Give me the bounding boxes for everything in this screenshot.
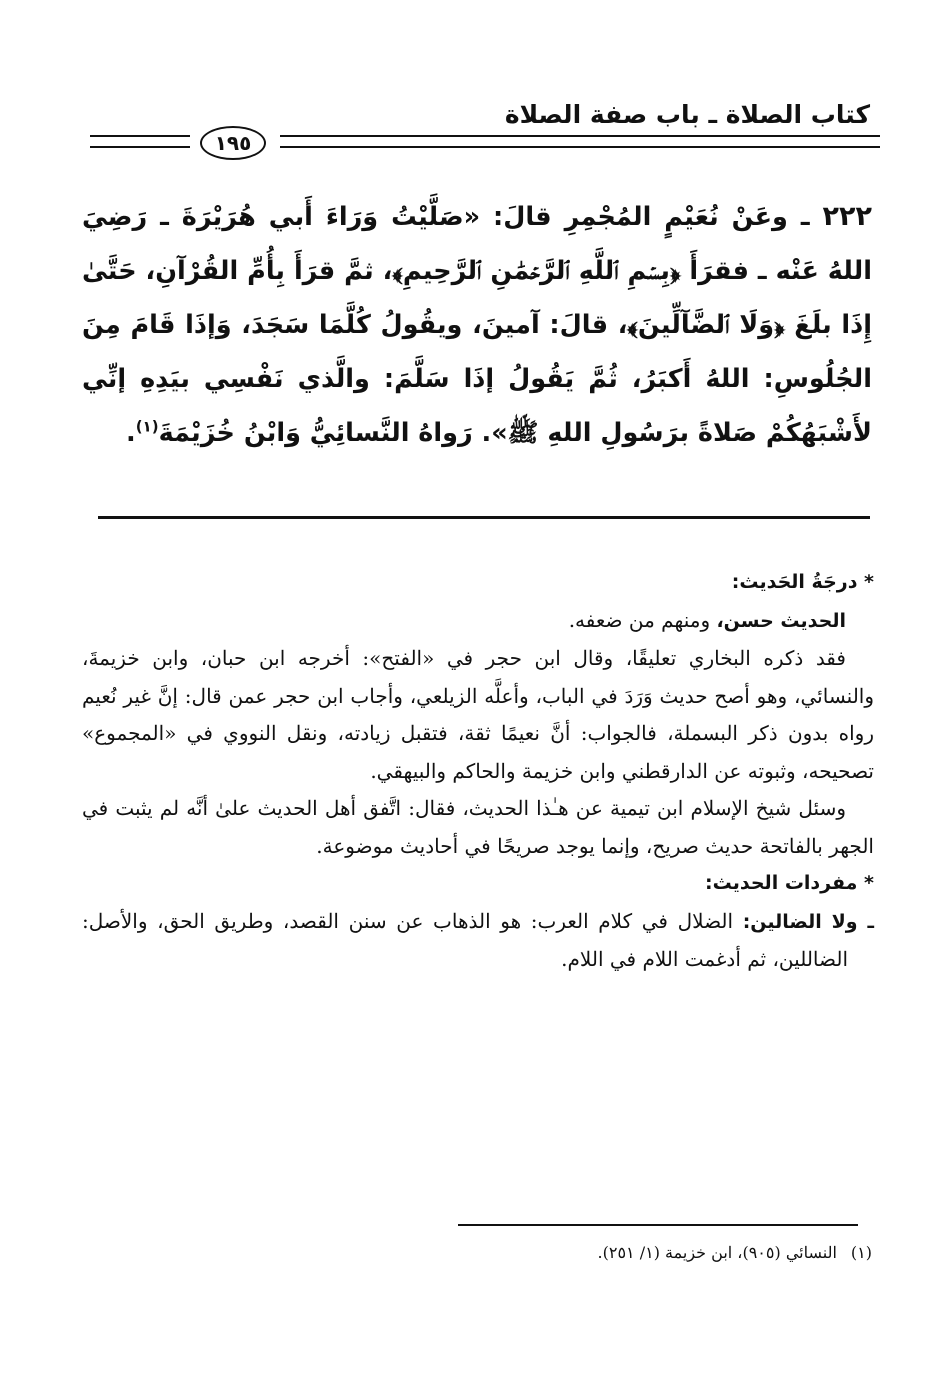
vocabulary-term: ـ ولا الضالين: [742,910,874,933]
footnote-separator [458,1224,858,1226]
hadith-text-block [82,190,872,460]
grade-verdict: الحديث حسن، [716,609,846,632]
hadith-body: وعَنْ نُعَيْمٍ المُجْمِرِ قالَ: «صَلَّيْتُ وَرَاءَ أَبي هُرَيْرَةَ ـ رَضِيَ اللهُ عَنْه ـ فقرَأَ ﴿بِسۡمِ ٱللَّهِ ٱلرَّحۡمَٰنِ ٱلرَّحِيمِ﴾، ثمَّ قرَأَ بِأُمِّ القُرْآنِ، حَتَّىٰ إِذَا بلَغَ ﴿وَلَا ٱلضَّآلِّينَ﴾، قالَ: آمينَ، ويقُولُ كُلَّمَا سَجَدَ، وَإذَا قَامَ مِنَ الجُلُوسِ: اللهُ أَكبَرُ، ثُمَّ يَقُولُ إذَا سَلَّمَ: والَّذي نَفْسِي بيَدِهِ إنِّي لأَشْبَهُكُمْ صَلاةً برَسُولِ اللهِ ﷺ». رَواهُ النَّسائِيُّ وَابْنُ خُزَيْمَةَ [82,202,872,448]
page-number: ١٩٥ [200,126,266,160]
header-double-rule-left [90,135,190,148]
footnote-number: (١) [850,1243,872,1262]
hadith-dash: ـ [800,202,810,232]
hadith-end: . [126,418,136,448]
grade-line [82,602,874,641]
footnote-text: النسائي (٩٠٥)، ابن خزيمة (١/ ٢٥١). [597,1243,837,1262]
commentary-paragraph: فقد ذكره البخاري تعليقًا، وقال ابن حجر في «الفتح»: أخرجه ابن حبان، وابن خزيمةَ، والنسائي، وهو أصح حديث وَرَدَ في الباب، وأعلَّه الزيلعي، وأجاب ابن حجر عمن قال: إنَّ غير نُعيم رواه بدون ذكر البسملة، فالجواب: أنَّ نعيمًا ثقة، فتقبل زيادته، ونقل النووي في «المجموع» تصحيحه، وثبوته عن الدارقطني وابن خزيمة والحاكم والبيهقي. [82,646,874,783]
running-title: كتاب الصلاة ـ باب صفة الصلاة [504,100,870,129]
section-divider [98,516,870,519]
vocabulary-entry [82,903,874,979]
header-double-rule [280,135,880,148]
page-header [90,98,880,160]
commentary-block [82,564,874,979]
hadith-number: ٢٢٢ [822,201,872,232]
footnote-reference[interactable]: (١) [135,417,159,436]
commentary-paragraph: وسئل شيخ الإسلام ابن تيمية عن هـٰذا الحديث، فقال: اتَّفق أهل الحديث علىٰ أنَّه لم يثبت في الجهر بالفاتحة حديث صريح، وإنما يوجد صريحًا في أحاديث موضوعة. [82,796,874,858]
footnote [598,1240,872,1266]
vocabulary-heading: * مفردات الحديث: [705,872,874,894]
grade-heading: * درجَةُ الحَديث: [731,571,874,593]
vocabulary-definition: الضلال في كلام العرب: هو الذهاب عن سنن القصد، وطريق الحق، والأصل: الضاللين، ثم أدغمت اللام في اللام. [82,908,848,971]
grade-note: ومنهم من ضعفه. [568,607,717,632]
